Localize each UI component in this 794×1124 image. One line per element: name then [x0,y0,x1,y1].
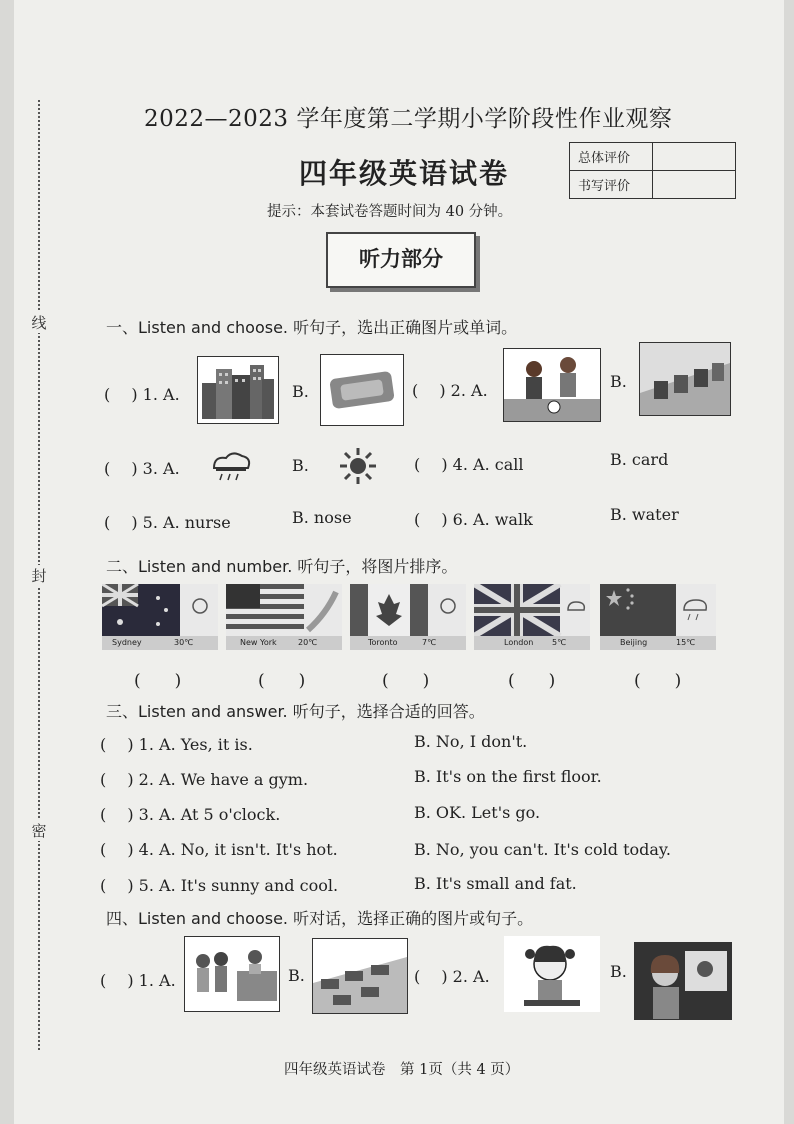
flag-city: New York [240,638,277,647]
s3-q5-b: B. It's small and fat. [414,874,577,893]
s1-q5-b: B. nose [292,508,352,527]
canada-flag-icon [350,584,466,636]
answer-blank-1[interactable]: ( ) [134,671,182,691]
section3-heading: 三、Listen and answer. 听句子，选择合适的回答。 [106,702,485,721]
exam-title: 2022—2023 学年度第二学期小学阶段性作业观察 [144,106,673,132]
s1-q4-a: ( ) 4. A. call [414,455,524,474]
flag-caption [350,636,466,650]
s1-q1-b: B. [292,382,309,401]
s3-q5-a: ( ) 5. A. It's sunny and cool. [100,876,339,895]
sydney-flag-card [102,584,218,650]
flag-city: London [504,638,534,647]
london-flag-card [474,584,590,650]
s3-q4-a: ( ) 4. A. No, it isn't. It's hot. [100,840,338,859]
flag-caption [474,636,590,650]
flag-temp: 7℃ [422,638,437,647]
flag-city: Sydney [112,638,142,647]
s4-q2-num: ( ) 2. A. [414,967,490,986]
usa-flag-icon [226,584,342,636]
s3-q1-a: ( ) 1. A. Yes, it is. [100,735,253,754]
grade-box [569,142,736,199]
people-at-counter-icon [185,937,279,1011]
buildings-icon [198,357,278,423]
writing-eval-field[interactable] [653,171,736,199]
s1-q3-num: ( ) 3. A. [104,459,180,478]
sick-girl-picture [504,936,600,1012]
kids-playing-icon [504,349,600,421]
rainy-icon [206,448,254,484]
running-track-icon [321,355,403,425]
s1-q2-num: ( ) 2. A. [412,381,488,400]
answer-blank-3[interactable]: ( ) [382,671,430,691]
teacher-picture [634,942,732,1020]
gutter-label-seal: 封 [31,567,47,585]
flag-temp: 20℃ [298,638,318,647]
uk-flag-icon [474,584,590,636]
s3-q3-b: B. OK. Let's go. [414,803,541,822]
beijing-flag-card [600,584,716,650]
s3-q1-b: B. No, I don't. [414,732,528,751]
teacher-board-icon [635,943,731,1019]
gutter-label-line: 线 [31,314,47,332]
girl-icon [504,936,600,1012]
s1-q6-a: ( ) 6. A. walk [414,510,533,529]
s4-q1-b: B. [288,966,305,985]
page-footer: 四年级英语试卷 第 1页（共 4 页） [284,1062,520,1078]
banner-text: 听力部分 [359,246,443,271]
s3-q3-a: ( ) 3. A. At 5 o'clock. [100,805,281,824]
time-hint: 提示：本套试卷答题时间为 40 分钟。 [267,204,513,220]
overall-eval-field[interactable] [653,143,736,171]
s4-q2-b: B. [610,962,627,981]
s3-q2-b: B. It's on the first floor. [414,767,602,786]
sunny-icon [338,446,378,486]
china-flag-icon [600,584,716,636]
s4-q1-num: ( ) 1. A. [100,971,176,990]
listening-banner [326,232,476,288]
students-desks-icon [313,939,407,1013]
flag-caption [102,636,218,650]
writing-eval-label: 书写评价 [570,171,653,199]
classroom-picture [639,342,731,416]
s3-q2-a: ( ) 2. A. We have a gym. [100,770,309,789]
newyork-flag-card [226,584,342,650]
s1-q2-b: B. [610,372,627,391]
answer-blank-5[interactable]: ( ) [634,671,682,691]
s1-q3-b: B. [292,456,309,475]
flag-city: Beijing [620,638,648,647]
shop-counter-picture [184,936,280,1012]
kids-football-picture [503,348,601,422]
flag-temp: 5℃ [552,638,567,647]
australia-flag-icon [102,584,218,636]
section1-heading: 一、Listen and choose. 听句子，选出正确图片或单词。 [106,318,518,337]
section2-heading: 二、Listen and number. 听句子，将图片排序。 [106,557,458,576]
overall-eval-label: 总体评价 [570,143,653,171]
flag-caption [600,636,716,650]
s3-q4-b: B. No, you can't. It's cold today. [414,840,671,859]
buildings-picture [197,356,279,424]
playground-picture [320,354,404,426]
flag-caption [226,636,342,650]
s1-q4-b: B. card [610,450,669,469]
section4-heading: 四、Listen and choose. 听对话，选择正确的图片或句子。 [106,909,534,928]
exam-subtitle: 四年级英语试卷 [299,157,510,190]
classroom-icon [640,343,730,415]
flag-temp: 30℃ [174,638,194,647]
s1-q6-b: B. water [610,505,679,524]
answer-blank-2[interactable]: ( ) [258,671,306,691]
gutter-label-secret: 密 [31,822,47,840]
s1-q5-a: ( ) 5. A. nurse [104,513,231,532]
flag-city: Toronto [368,638,398,647]
flag-temp: 15℃ [676,638,696,647]
toronto-flag-card [350,584,466,650]
library-picture [312,938,408,1014]
exam-page [14,0,784,1124]
answer-blank-4[interactable]: ( ) [508,671,556,691]
s1-q1-num: ( ) 1. A. [104,385,180,404]
